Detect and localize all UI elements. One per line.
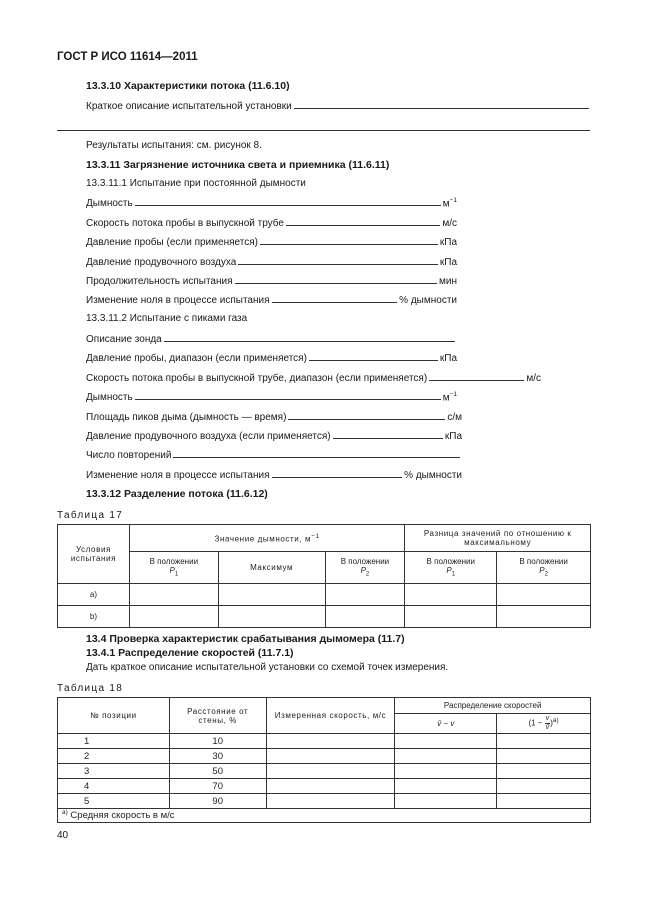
table-cell[interactable] <box>266 779 395 794</box>
distance-cell: 90 <box>169 794 266 809</box>
field-line <box>86 332 457 345</box>
table-18-caption: Таблица 18 <box>57 683 124 694</box>
table-18 <box>57 697 591 823</box>
table-cell[interactable] <box>266 764 395 779</box>
field-unit: с/м <box>447 412 462 423</box>
table-cell[interactable] <box>497 794 591 809</box>
field-label: Дымность <box>86 198 133 209</box>
table-cell[interactable] <box>129 606 218 628</box>
field-blank[interactable] <box>135 390 441 400</box>
table-cell[interactable] <box>395 779 497 794</box>
table-cell[interactable] <box>497 606 591 628</box>
position-cell: 2 <box>58 749 170 764</box>
field-line <box>86 274 457 287</box>
field-unit: $м^{-1}$ <box>442 390 457 403</box>
field-line <box>86 429 462 442</box>
table-cell[interactable] <box>325 584 405 606</box>
table-row <box>58 764 591 779</box>
field-label: Дымность <box>86 392 133 403</box>
subheader-mean-minus-v: v̄ − v <box>395 714 497 734</box>
table-cell[interactable] <box>266 749 395 764</box>
field-blank[interactable] <box>235 274 438 284</box>
field-line <box>86 410 462 423</box>
field-label: Описание зонда <box>86 334 162 345</box>
field-label: Давление продувочного воздуха <box>86 257 237 268</box>
field-line <box>86 255 457 268</box>
field-blank[interactable] <box>164 332 455 342</box>
table-cell[interactable] <box>405 606 497 628</box>
field-unit: м/с <box>442 218 457 229</box>
subsection-13-3-11-2: 13.3.11.2 Испытание с пиками газа <box>86 313 248 324</box>
table-cell[interactable] <box>395 794 497 809</box>
table-cell[interactable] <box>218 606 325 628</box>
field-line <box>86 235 457 248</box>
field-blank[interactable] <box>272 293 398 303</box>
table-footnote: $^{а)}$ Средняя скорость в м/с <box>58 809 591 823</box>
field-line <box>86 371 541 384</box>
field-label: Давление продувочного воздуха (если применяется) <box>86 431 331 442</box>
field-line <box>86 293 457 306</box>
brief-description-line <box>86 99 591 112</box>
table-row <box>58 779 591 794</box>
section-13-4-1-text: Дать краткое описание испытательной установки со схемой точек измерения. <box>86 662 449 673</box>
row-label: b) <box>58 606 130 628</box>
table-cell[interactable] <box>405 584 497 606</box>
position-cell: 1 <box>58 734 170 749</box>
table-cell[interactable] <box>325 606 405 628</box>
subsection-13-3-11-1: 13.3.11.1 Испытание при постоянной дымности <box>86 178 306 189</box>
distance-cell: 30 <box>169 749 266 764</box>
field-line <box>86 216 457 229</box>
table-cell[interactable] <box>395 734 497 749</box>
field-label: Изменение ноля в процессе испытания <box>86 470 270 481</box>
field-line <box>86 468 462 481</box>
field-label: Скорость потока пробы в выпускной трубе, диапазон (если применяется) <box>86 373 428 384</box>
results-text: Результаты испытания: см. рисунок 8. <box>86 140 262 151</box>
table-cell[interactable] <box>497 764 591 779</box>
field-line <box>86 196 457 209</box>
document-header: ГОСТ Р ИСО 11614—2011 <box>57 51 198 63</box>
distance-cell: 50 <box>169 764 266 779</box>
field-blank[interactable] <box>333 429 443 439</box>
table-row <box>58 734 591 749</box>
field-blank[interactable] <box>288 410 445 420</box>
field-label: Изменение ноля в процессе испытания <box>86 295 270 306</box>
table-17 <box>57 524 591 628</box>
distance-cell: 70 <box>169 779 266 794</box>
brief-description-blank[interactable] <box>294 99 589 109</box>
column-header-speed-distribution: Распределение скоростей <box>395 698 591 714</box>
field-blank[interactable] <box>309 351 438 361</box>
field-line <box>86 351 457 364</box>
subheader-position-p2: В положении $P_2$ <box>325 552 405 584</box>
table-cell[interactable] <box>129 584 218 606</box>
field-unit: м/с <box>526 373 541 384</box>
table-row <box>58 749 591 764</box>
field-unit: мин <box>439 276 457 287</box>
column-header-conditions: Условия испытания <box>58 525 130 584</box>
table-17-caption: Таблица 17 <box>57 510 124 521</box>
column-header-difference: Разница значений по отношению к максимальному <box>405 525 591 552</box>
brief-description-label: Краткое описание испытательной установки <box>86 101 292 112</box>
field-label: Скорость потока пробы в выпускной трубе <box>86 218 284 229</box>
table-cell[interactable] <box>395 749 497 764</box>
table-cell[interactable] <box>218 584 325 606</box>
field-blank[interactable] <box>173 448 460 458</box>
section-13-3-11-title: 13.3.11 Загрязнение источника света и приемника (11.6.11) <box>86 159 390 171</box>
subheader-ratio: (1 − $\frac{v}{v̄}$ )$^{a)}$ <box>497 714 591 734</box>
field-label: Давление пробы, диапазон (если применяется) <box>86 353 307 364</box>
field-blank[interactable] <box>429 371 524 381</box>
section-13-4-title: 13.4 Проверка характеристик срабатывания дымомера (11.7) <box>86 633 405 645</box>
position-cell: 5 <box>58 794 170 809</box>
field-label: Давление пробы (если применяется) <box>86 237 258 248</box>
field-blank[interactable] <box>260 235 438 245</box>
field-label: Число повторений <box>86 450 172 461</box>
field-unit: % дымности <box>399 295 457 306</box>
field-unit: % дымности <box>404 470 462 481</box>
section-13-3-12-title: 13.3.12 Разделение потока (11.6.12) <box>86 488 268 500</box>
column-header-distance: Расстояние от стены, % <box>169 698 266 734</box>
table-cell[interactable] <box>497 734 591 749</box>
table-row <box>58 606 591 628</box>
section-13-4-1-title: 13.4.1 Распределение скоростей (11.7.1) <box>86 647 294 659</box>
field-blank[interactable] <box>272 468 403 478</box>
field-unit: кПа <box>439 237 457 248</box>
position-cell: 4 <box>58 779 170 794</box>
table-cell[interactable] <box>266 734 395 749</box>
continuation-blank[interactable] <box>57 130 590 131</box>
field-blank[interactable] <box>238 255 438 265</box>
field-blank[interactable] <box>286 216 440 226</box>
subheader-position-p1: В положении $P_1$ <box>405 552 497 584</box>
field-unit: $м^{-1}$ <box>442 196 457 209</box>
column-header-position: № позиции <box>58 698 170 734</box>
table-cell[interactable] <box>395 764 497 779</box>
page-number: 40 <box>57 830 69 841</box>
position-cell: 3 <box>58 764 170 779</box>
distance-cell: 10 <box>169 734 266 749</box>
table-row <box>58 794 591 809</box>
field-label: Площадь пиков дыма (дымность — время) <box>86 412 287 423</box>
row-label: а) <box>58 584 130 606</box>
subheader-position-p2: В положении $P_2$ <box>497 552 591 584</box>
table-row <box>58 584 591 606</box>
field-label: Продолжительность испытания <box>86 276 233 287</box>
table-cell[interactable] <box>497 779 591 794</box>
field-line <box>86 448 462 461</box>
table-cell[interactable] <box>266 794 395 809</box>
column-header-opacity-values: Значение дымности, $м^{-1}$ <box>129 525 404 552</box>
section-13-3-10-title: 13.3.10 Характеристики потока (11.6.10) <box>86 80 290 92</box>
table-cell[interactable] <box>497 584 591 606</box>
column-header-measured-speed: Измеренная скорость, м/с <box>266 698 395 734</box>
field-unit: кПа <box>439 257 457 268</box>
field-unit: кПа <box>439 353 457 364</box>
table-cell[interactable] <box>497 749 591 764</box>
field-blank[interactable] <box>135 196 441 206</box>
subheader-position-p1: В положении $P_1$ <box>129 552 218 584</box>
subheader-maximum: Максимум <box>218 552 325 584</box>
field-line <box>86 390 457 403</box>
field-unit: кПа <box>444 431 462 442</box>
